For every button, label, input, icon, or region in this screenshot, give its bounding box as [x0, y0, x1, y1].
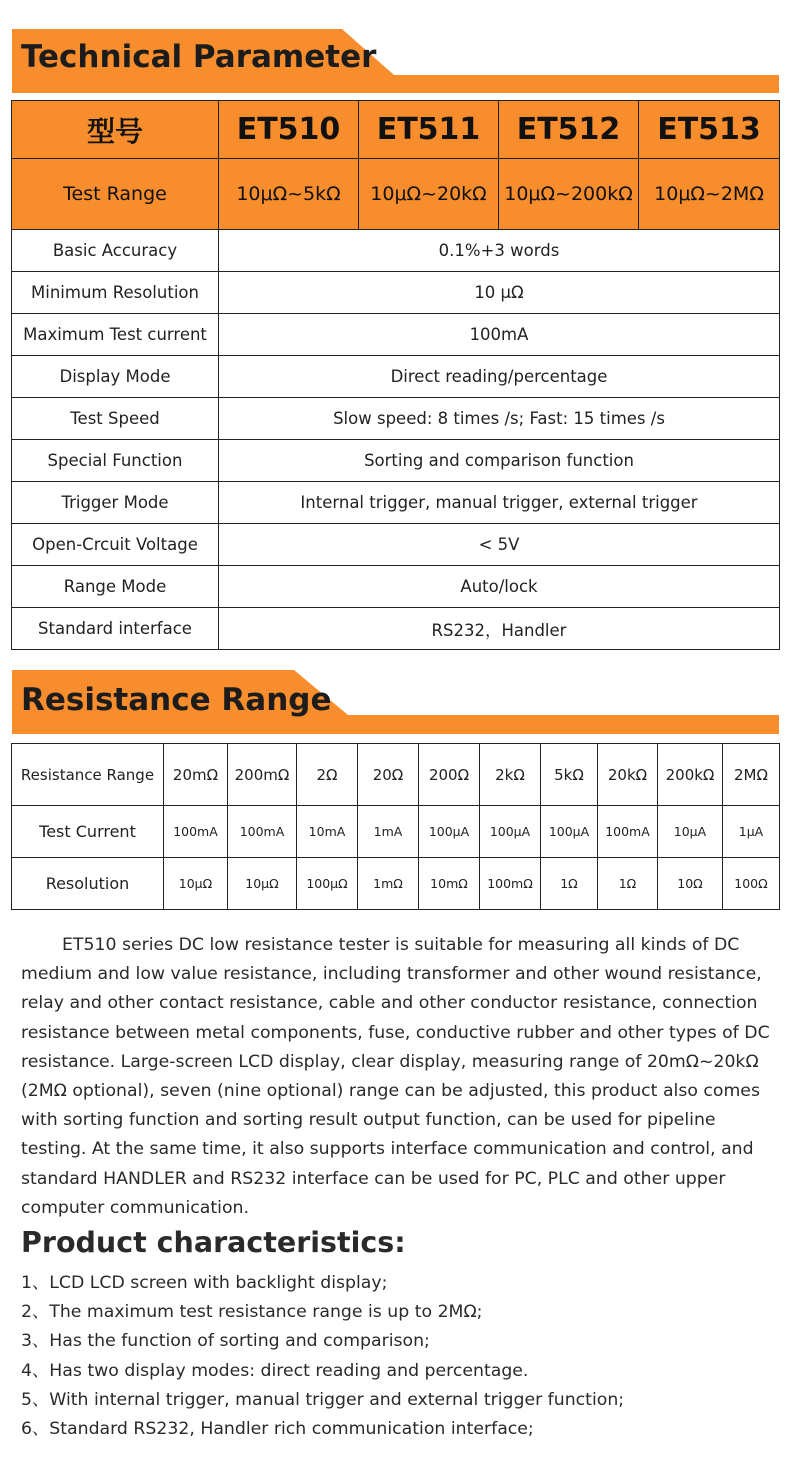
resolution-cell: 100Ω	[723, 858, 780, 910]
spec-table	[11, 100, 780, 650]
list-item: 3、Has the function of sorting and comparison;	[21, 1331, 430, 1352]
description-line: standard HANDLER and RS232 interface can be used for PC, PLC and other upper	[21, 1168, 726, 1189]
table-row	[12, 440, 780, 482]
range-label: Resistance Range	[12, 744, 164, 806]
param-label: Range Mode	[12, 566, 219, 608]
param-value: Direct reading/percentage	[219, 356, 780, 398]
model-cell: ET511	[359, 101, 499, 159]
param-label: Trigger Mode	[12, 482, 219, 524]
test-range-cell: 10μΩ~200kΩ	[499, 159, 639, 230]
param-value: 10 μΩ	[219, 272, 780, 314]
description-line	[21, 931, 773, 960]
list-item: 1、LCD LCD screen with backlight display;	[21, 1273, 388, 1293]
range-cell: 2MΩ	[723, 744, 780, 806]
model-cell: ET512	[499, 101, 639, 159]
resolution-label: Resolution	[12, 858, 164, 910]
characteristics-list	[21, 1269, 624, 1444]
resolution-cell: 10μΩ	[228, 858, 297, 910]
param-value: < 5V	[219, 524, 780, 566]
param-label: Display Mode	[12, 356, 219, 398]
table-row	[12, 744, 780, 806]
current-cell: 100mA	[228, 806, 297, 858]
table-row	[12, 806, 780, 858]
param-label: Standard interface	[12, 608, 219, 650]
description-line: relay and other contact resistance, cable and other conductor resistance, connection	[21, 993, 758, 1014]
table-row	[12, 314, 780, 356]
param-label: Maximum Test current	[12, 314, 219, 356]
param-value: Slow speed: 8 times /s; Fast: 15 times /s	[219, 398, 780, 440]
list-item: 5、With internal trigger, manual trigger and external trigger function;	[21, 1389, 625, 1410]
description-paragraph	[21, 931, 773, 1223]
list-item: 4、Has two display modes: direct reading and percentage.	[21, 1360, 529, 1381]
range-cell: 20kΩ	[598, 744, 658, 806]
param-value: Internal trigger, manual trigger, external trigger	[219, 482, 780, 524]
table-row	[12, 398, 780, 440]
description-line: resistance. Large-screen LCD display, clear display, measuring range of 20mΩ~20kΩ	[21, 1051, 759, 1072]
section-banner-technical-parameter	[12, 29, 779, 93]
range-cell: 20Ω	[358, 744, 419, 806]
list-item: 2、The maximum test resistance range is up to 2MΩ;	[21, 1302, 483, 1323]
test-range-label: Test Range	[12, 159, 219, 230]
range-table	[11, 743, 780, 910]
current-cell: 100mA	[164, 806, 228, 858]
current-cell: 100mA	[598, 806, 658, 858]
table-row	[12, 858, 780, 910]
section-banner-resistance-range	[12, 670, 779, 734]
description-line: (2MΩ optional), seven (nine optional) range can be adjusted, this product also comes	[21, 1081, 760, 1102]
param-value: Auto/lock	[219, 566, 780, 608]
current-cell: 1mA	[358, 806, 419, 858]
range-cell: 200mΩ	[228, 744, 297, 806]
section-title: Technical Parameter	[21, 39, 377, 75]
resolution-cell: 100mΩ	[480, 858, 541, 910]
resolution-cell: 1Ω	[541, 858, 598, 910]
table-row	[12, 608, 780, 650]
range-cell: 2kΩ	[480, 744, 541, 806]
resolution-cell: 10mΩ	[419, 858, 480, 910]
current-cell: 10mA	[297, 806, 358, 858]
param-label: Open-Crcuit Voltage	[12, 524, 219, 566]
section-title: Resistance Range	[21, 682, 332, 718]
table-row	[12, 524, 780, 566]
description-line: computer communication.	[21, 1197, 249, 1218]
range-cell: 2Ω	[297, 744, 358, 806]
resolution-cell: 1Ω	[598, 858, 658, 910]
model-row	[12, 101, 780, 159]
table-row	[12, 566, 780, 608]
model-cell: ET513	[639, 101, 780, 159]
current-cell: 100μA	[541, 806, 598, 858]
test-range-cell: 10μΩ~5kΩ	[219, 159, 359, 230]
resolution-cell: 10μΩ	[164, 858, 228, 910]
table-row	[12, 356, 780, 398]
current-cell: 100μA	[419, 806, 480, 858]
description-line: resistance between metal components, fuse, conductive rubber and other types of DC	[21, 1022, 770, 1043]
range-cell: 200Ω	[419, 744, 480, 806]
characteristics-title: Product characteristics:	[21, 1226, 406, 1259]
param-value: RS232，Handler	[219, 608, 780, 650]
list-item: 6、Standard RS232, Handler rich communication interface;	[21, 1419, 534, 1440]
table-row	[12, 482, 780, 524]
range-cell: 200kΩ	[658, 744, 723, 806]
param-label: Minimum Resolution	[12, 272, 219, 314]
test-range-cell: 10μΩ~20kΩ	[359, 159, 499, 230]
param-label: Basic Accuracy	[12, 230, 219, 272]
resolution-cell: 100μΩ	[297, 858, 358, 910]
test-range-cell: 10μΩ~2MΩ	[639, 159, 780, 230]
description-line: with sorting function and sorting result output function, can be used for pipeline	[21, 1110, 716, 1131]
current-cell: 100μA	[480, 806, 541, 858]
resolution-cell: 1mΩ	[358, 858, 419, 910]
current-label: Test Current	[12, 806, 164, 858]
description-line: testing. At the same time, it also supports interface communication and control, and	[21, 1139, 754, 1160]
description-text: ET510 series DC low resistance tester is suitable for measuring all kinds of DC	[62, 935, 740, 955]
current-cell: 10μA	[658, 806, 723, 858]
model-label: 型号	[12, 101, 219, 159]
range-cell: 5kΩ	[541, 744, 598, 806]
table-row	[12, 230, 780, 272]
param-value: Sorting and comparison function	[219, 440, 780, 482]
resolution-cell: 10Ω	[658, 858, 723, 910]
param-value: 0.1%+3 words	[219, 230, 780, 272]
description-line: medium and low value resistance, including transformer and other wound resistance,	[21, 964, 762, 985]
param-value: 100mA	[219, 314, 780, 356]
param-label: Test Speed	[12, 398, 219, 440]
range-cell: 20mΩ	[164, 744, 228, 806]
current-cell: 1μA	[723, 806, 780, 858]
param-label: Special Function	[12, 440, 219, 482]
test-range-row	[12, 159, 780, 230]
table-row	[12, 272, 780, 314]
model-cell: ET510	[219, 101, 359, 159]
